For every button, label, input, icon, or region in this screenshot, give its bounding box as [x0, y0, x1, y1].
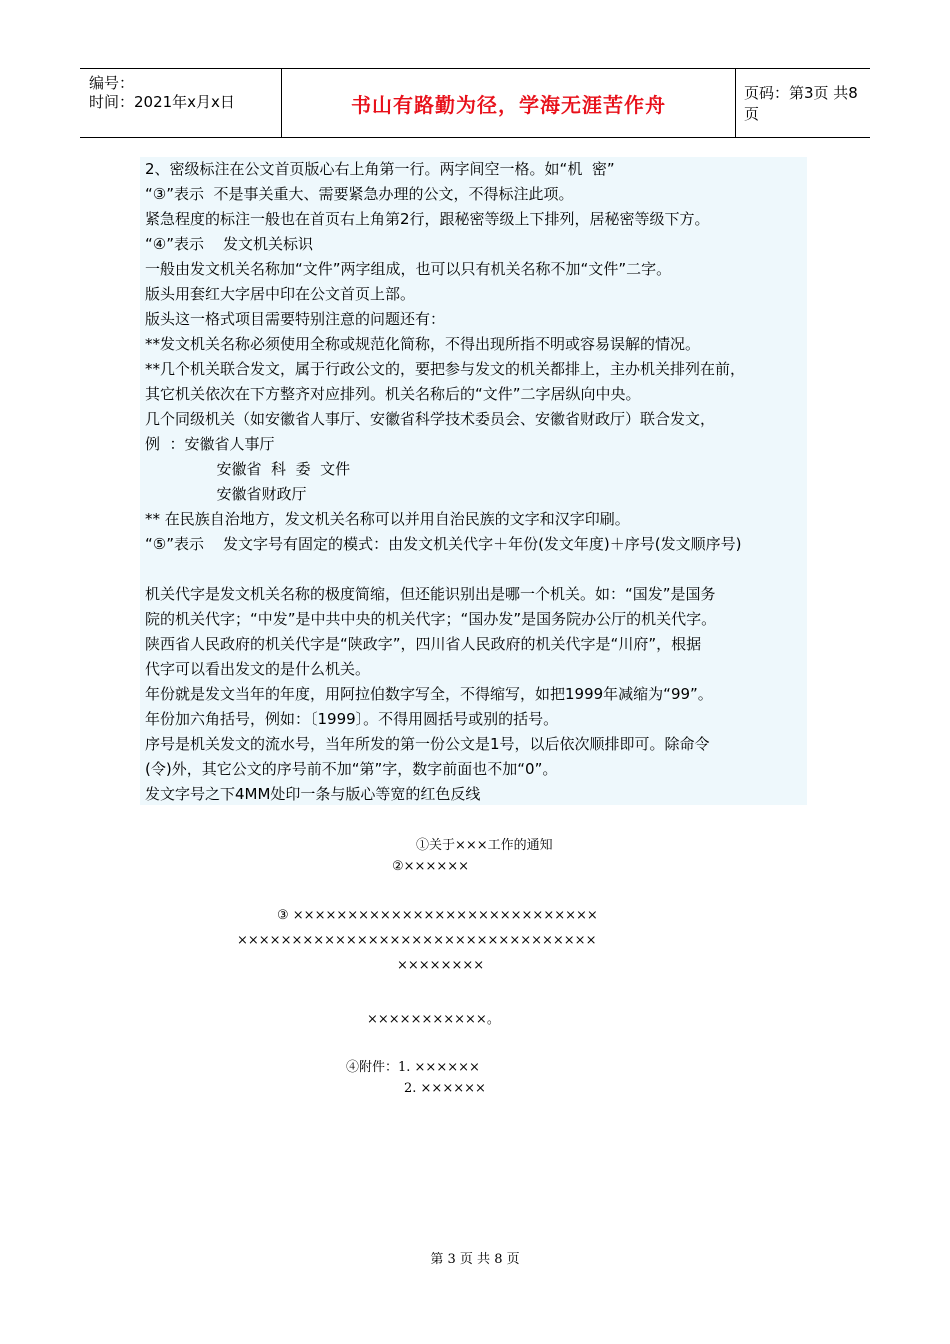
body-line: ** 在民族自治地方，发文机关名称可以并用自治民族的文字和汉字印刷。	[145, 510, 630, 528]
sample-body-line: ×××××××××××××××××××××××××××××××××	[237, 933, 597, 948]
body-line: 序号是机关发文的流水号，当年所发的第一份公文是1号，以后依次顺排即可。除命令	[145, 735, 710, 753]
body-line: 版头这一格式项目需要特别注意的问题还有：	[145, 310, 446, 328]
sample-body-line: ③ ××××××××××××××××××××××××××××	[277, 908, 598, 923]
body-line: “④”表示 发文机关标识	[145, 235, 314, 253]
doc-date-label: 时间：2021年x月x日	[89, 93, 235, 111]
header-left-cell	[80, 69, 281, 137]
body-line: 一般由发文机关名称加“文件”两字组成，也可以只有机关名称不加“文件”二字。	[145, 260, 672, 278]
body-line: 其它机关依次在下方整齐对应排列。机关名称后的“文件”二字居纵向中央。	[145, 385, 641, 403]
header-page-cell	[735, 69, 870, 137]
body-line: 版头用套红大字居中印在公文首页上部。	[145, 285, 416, 303]
body-line: 2、密级标注在公文首页版心右上角第一行。两字间空一格。如“机 密”	[145, 160, 615, 178]
body-line: “⑤”表示 发文字号有固定的模式：由发文机关代字＋年份(发文年度)＋序号(发文顺序号)	[145, 535, 742, 553]
body-line: 院的机关代字；“中发”是中共中央的机关代字；“国办发”是国务院办公厅的机关代字。	[145, 610, 717, 628]
body-line: 代字可以看出发文的是什么机关。	[145, 660, 371, 678]
body-line: (令)外，其它公文的序号前不加“第”字，数字前面也不加“0”。	[145, 760, 558, 778]
doc-number-label: 编号：	[89, 74, 135, 92]
header-table	[80, 68, 870, 138]
body-line: 几个同级机关（如安徽省人事厅、安徽省科学技术委员会、安徽省财政厅）联合发文，	[145, 410, 716, 428]
body-line: 紧急程度的标注一般也在首页右上角第2行，跟秘密等级上下排列，居秘密等级下方。	[145, 210, 710, 228]
sample-body-line: ××××××××	[397, 958, 485, 973]
body-text-block	[140, 157, 807, 805]
body-line: **发文机关名称必须使用全称或规范化简称，不得出现所指不明或容易误解的情况。	[145, 335, 701, 353]
body-line: 发文字号之下4MM处印一条与版心等宽的红色反线	[145, 785, 481, 803]
sample-attachment-2: 2. ××××××	[404, 1081, 486, 1096]
body-line: 例 ：安徽省人事厅	[145, 435, 275, 453]
sample-title: ①关于×××工作的通知	[416, 838, 553, 853]
body-line: 机关代字是发文机关名称的极度简缩，但还能识别出是哪一个机关。如：“国发”是国务	[145, 585, 716, 603]
page-footer: 第 3 页 共 8 页	[430, 1252, 520, 1267]
body-line: 陕西省人民政府的机关代字是“陕政字”，四川省人民政府的机关代字是“川府”，根据	[145, 635, 702, 653]
body-line: 安徽省 科 委 文件	[145, 460, 351, 478]
sample-recipient: ②××××××	[392, 859, 470, 874]
body-line: 年份就是发文当年的年度，用阿拉伯数字写全，不得缩写，如把1999年减缩为“99”。	[145, 685, 713, 703]
body-line: **几个机关联合发文，属于行政公文的，要把参与发文的机关都排上，主办机关排列在前，	[145, 360, 746, 378]
body-line: 年份加六角括号，例如：〔1999〕。不得用圆括号或别的括号。	[145, 710, 559, 728]
page-number-label: 页码：第3页 共8页	[744, 84, 858, 123]
sample-attachment-1: ④附件：1. ××××××	[346, 1060, 480, 1075]
sample-closing: ×××××××××××。	[367, 1012, 500, 1027]
body-line: 安徽省财政厅	[145, 485, 307, 503]
motto-text: 书山有路勤为径，学海无涯苦作舟	[351, 92, 666, 117]
body-line: “③”表示 不是事关重大、需要紧急办理的公文，不得标注此项。	[145, 185, 574, 203]
header-motto-cell	[281, 69, 736, 137]
